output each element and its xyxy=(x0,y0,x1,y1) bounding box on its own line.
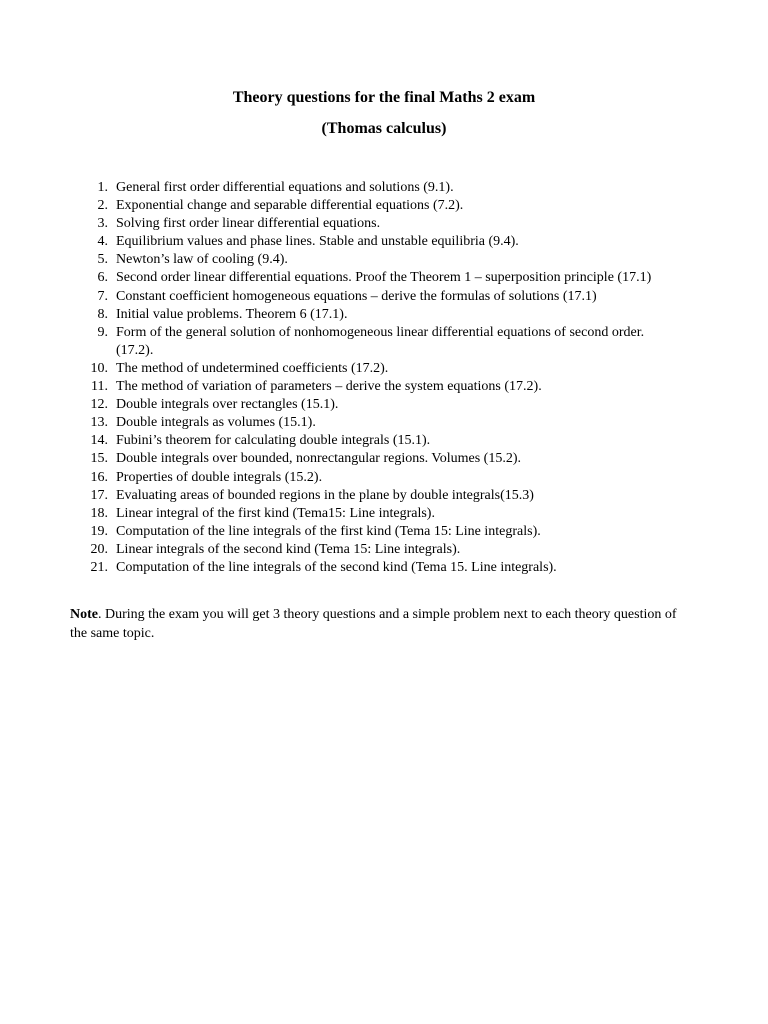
question-item xyxy=(70,215,680,233)
question-text: Computation of the line integrals of the second kind (Tema 15. Line integrals). xyxy=(116,559,557,575)
question-text: Exponential change and separable differential equations (7.2). xyxy=(116,198,464,214)
question-text: Equilibrium values and phase lines. Stable and unstable equilibria (9.4). xyxy=(116,234,519,250)
question-item xyxy=(70,414,680,432)
question-number: 6. xyxy=(97,270,108,286)
question-text: Form of the general solution of nonhomogeneous linear differential equations of second order. (17.2). xyxy=(116,324,645,358)
question-item xyxy=(70,288,680,306)
question-number: 8. xyxy=(97,306,108,322)
note-label: Note xyxy=(70,607,98,622)
question-text: Constant coefficient homogeneous equations – derive the formulas of solutions (17.1) xyxy=(116,288,597,304)
question-item xyxy=(70,233,680,251)
question-item xyxy=(70,378,680,396)
question-text: Double integrals as volumes (15.1). xyxy=(116,415,316,431)
question-number: 3. xyxy=(97,216,108,232)
question-number: 21. xyxy=(90,559,108,575)
question-item xyxy=(70,306,680,324)
question-number: 18. xyxy=(90,505,108,521)
question-text: Evaluating areas of bounded regions in the plane by double integrals(15.3) xyxy=(116,487,534,503)
question-item xyxy=(70,251,680,269)
question-number: 16. xyxy=(90,469,108,485)
note-text: . During the exam you will get 3 theory questions and a simple problem next to each theory question of the same topic. xyxy=(70,607,677,641)
question-number: 11. xyxy=(91,379,108,395)
question-text: General first order differential equations and solutions (9.1). xyxy=(116,180,454,195)
question-item xyxy=(70,324,680,360)
question-number: 20. xyxy=(90,541,108,557)
question-item xyxy=(70,450,680,468)
question-text: The method of undetermined coefficients (17.2). xyxy=(116,360,389,376)
question-item xyxy=(70,360,680,378)
question-number: 1. xyxy=(97,180,108,195)
question-number: 14. xyxy=(90,433,108,449)
question-text: Linear integral of the first kind (Tema15: Line integrals). xyxy=(116,505,435,521)
question-item xyxy=(70,505,680,523)
question-text: Double integrals over bounded, nonrectangular regions. Volumes (15.2). xyxy=(116,451,522,467)
question-number: 4. xyxy=(97,234,108,250)
note-paragraph xyxy=(70,606,690,643)
question-number: 2. xyxy=(97,198,108,214)
question-item xyxy=(70,432,680,450)
question-item xyxy=(70,541,680,559)
question-item xyxy=(70,469,680,487)
question-text: Fubini’s theorem for calculating double integrals (15.1). xyxy=(116,433,431,449)
question-text: Solving first order linear differential equations. xyxy=(116,216,381,232)
question-text: Newton’s law of cooling (9.4). xyxy=(116,252,288,268)
question-item xyxy=(70,396,680,414)
question-item xyxy=(70,269,680,287)
question-text: Properties of double integrals (15.2). xyxy=(116,469,323,485)
question-text: The method of variation of parameters – derive the system equations (17.2). xyxy=(116,379,542,395)
question-number: 17. xyxy=(90,487,108,503)
question-number: 9. xyxy=(97,324,108,340)
question-text: Initial value problems. Theorem 6 (17.1). xyxy=(116,306,348,322)
question-text: Second order linear differential equations. Proof the Theorem 1 – superposition principle (17.1) xyxy=(116,270,652,286)
question-number: 15. xyxy=(90,451,108,467)
question-item xyxy=(70,523,680,541)
question-number: 13. xyxy=(90,415,108,431)
question-text: Double integrals over rectangles (15.1). xyxy=(116,397,339,413)
question-number: 7. xyxy=(97,288,108,304)
document-subtitle: (Thomas calculus) xyxy=(321,120,447,137)
question-list xyxy=(70,179,680,577)
document-title: Theory questions for the final Maths 2 exam xyxy=(232,89,536,106)
question-item xyxy=(70,179,680,197)
question-number: 10. xyxy=(90,360,108,376)
question-item xyxy=(70,197,680,215)
question-number: 12. xyxy=(90,397,108,413)
question-number: 5. xyxy=(97,252,108,268)
question-number: 19. xyxy=(90,523,108,539)
question-text: Linear integrals of the second kind (Tema 15: Line integrals). xyxy=(116,541,461,557)
question-item xyxy=(70,559,680,577)
question-text: Computation of the line integrals of the first kind (Tema 15: Line integrals). xyxy=(116,523,541,539)
question-item xyxy=(70,487,680,505)
